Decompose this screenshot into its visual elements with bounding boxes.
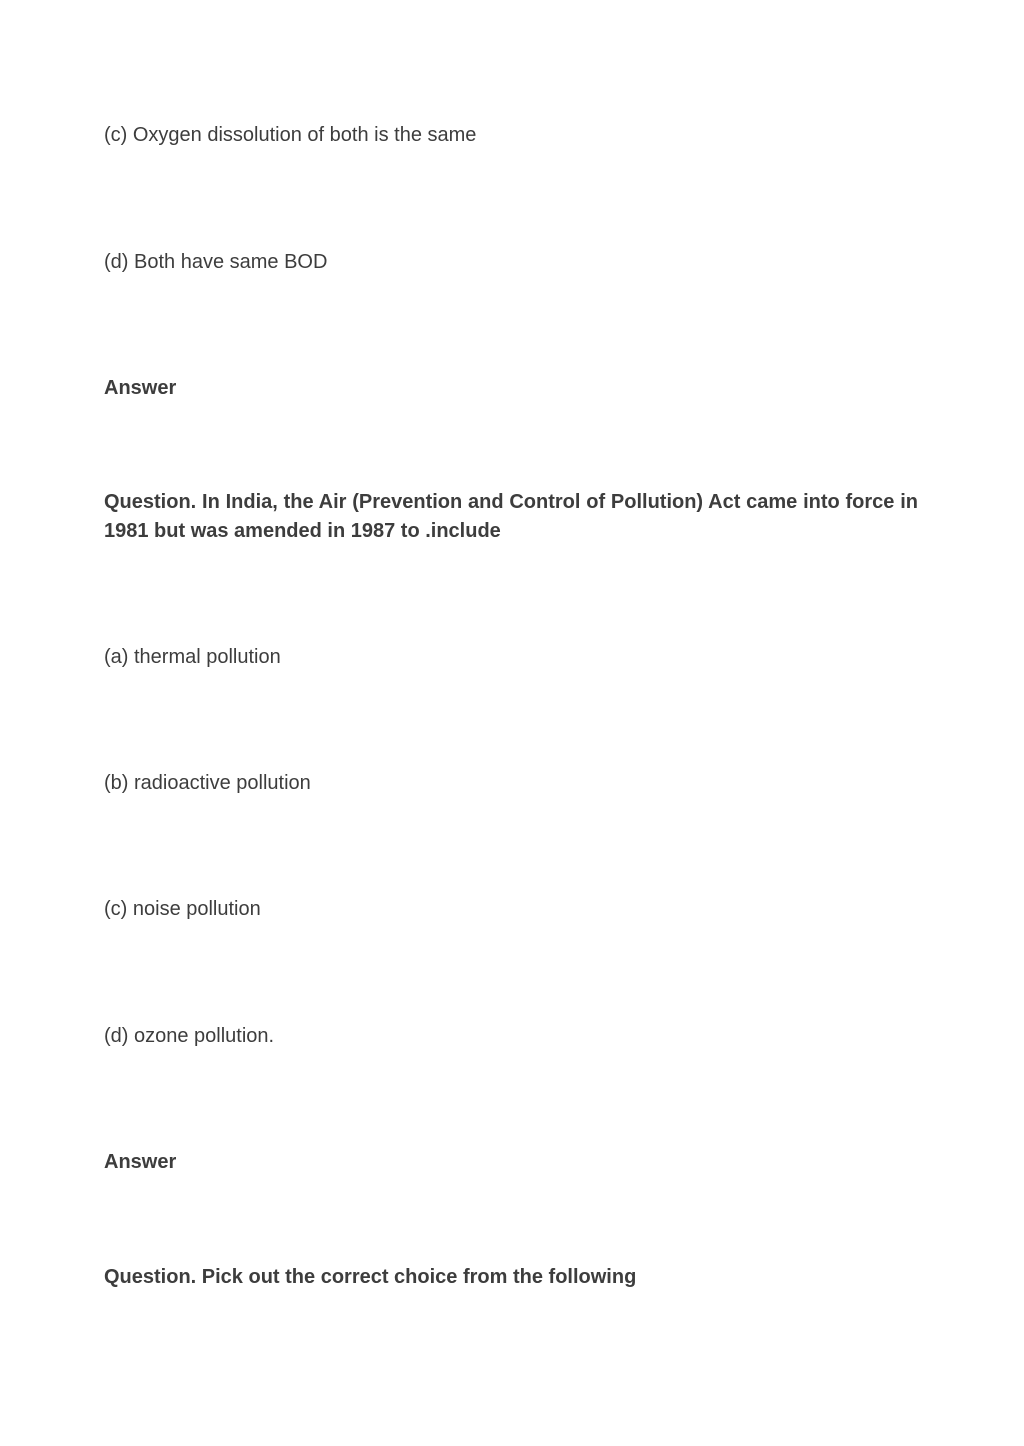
answer-heading-1: Answer	[104, 377, 177, 399]
question-air-act: Question. In India, the Air (Prevention and Control of Pollution) Act came into force in 1981 but was amended in 1987 to .include	[104, 491, 918, 542]
option-b-radioactive-pollution: (b) radioactive pollution	[104, 772, 311, 794]
option-a-thermal-pollution: (a) thermal pollution	[104, 646, 281, 668]
option-c-noise-pollution: (c) noise pollution	[104, 898, 261, 920]
question-pick-correct-choice: Question. Pick out the correct choice from the following	[104, 1266, 637, 1288]
option-d-ozone-pollution: (d) ozone pollution.	[104, 1025, 275, 1047]
answer-heading-2: Answer	[104, 1151, 177, 1173]
option-d-same-bod: (d) Both have same BOD	[104, 251, 328, 273]
option-c-oxygen-dissolution: (c) Oxygen dissolution of both is the same	[104, 124, 477, 146]
